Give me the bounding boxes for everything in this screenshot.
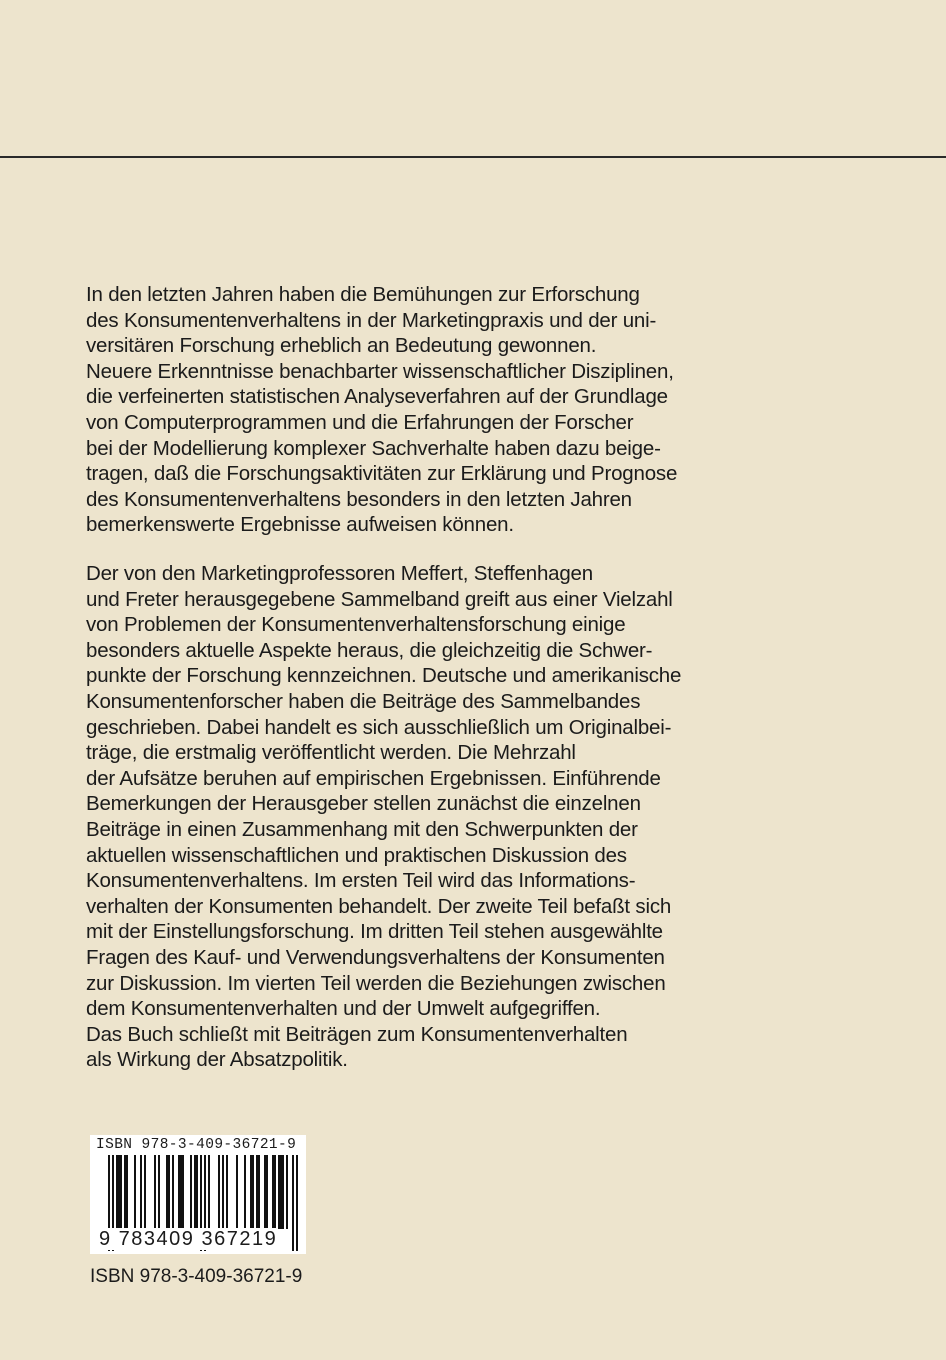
- barcode-bar: [116, 1155, 118, 1229]
- barcode-bar: [126, 1155, 128, 1229]
- isbn-number: ISBN 978-3-409-36721-9: [90, 1266, 303, 1287]
- text-line: geschrieben. Dabei handelt es sich ausschließlich um Originalbei-: [86, 715, 672, 739]
- barcode-bar: [158, 1155, 160, 1229]
- barcode-bar: [172, 1155, 174, 1229]
- barcode-bar: [278, 1155, 280, 1229]
- barcode-bar: [134, 1155, 136, 1229]
- text-line: Neuere Erkenntnisse benachbarter wissenschaftlicher Disziplinen,: [86, 359, 674, 383]
- barcode-bar: [154, 1155, 156, 1229]
- barcode-bar: [140, 1155, 142, 1229]
- text-line: träge, die erstmalig veröffentlicht werden. Die Mehrzahl: [86, 741, 576, 765]
- text-line: und Freter herausgegebene Sammelband greift aus einer Vielzahl: [86, 587, 673, 611]
- barcode-bar: [292, 1155, 294, 1251]
- text-line: als Wirkung der Absatzpolitik.: [86, 1048, 348, 1072]
- text-line: von Computerprogrammen und die Erfahrungen der Forscher: [86, 410, 634, 434]
- barcode-bar: [256, 1155, 258, 1229]
- barcode-bar: [266, 1155, 268, 1229]
- barcode-bar: [166, 1155, 168, 1229]
- text-line: dem Konsumentenverhalten und der Umwelt aufgegriffen.: [86, 997, 601, 1021]
- barcode-bar: [296, 1155, 298, 1251]
- barcode-bar: [120, 1155, 122, 1229]
- barcode-bar: [286, 1155, 288, 1229]
- description-paragraph-2: [86, 561, 726, 1073]
- text-line: des Konsumentenverhaltens in der Marketingpraxis und der uni-: [86, 308, 657, 332]
- text-line: von Problemen der Konsumentenverhaltensforschung einige: [86, 613, 626, 637]
- barcode-isbn-label: ISBN 978-3-409-36721-9: [96, 1137, 297, 1153]
- barcode-bar: [196, 1155, 198, 1229]
- text-line: In den letzten Jahren haben die Bemühungen zur Erforschung: [86, 283, 640, 306]
- description-paragraph-1: [86, 282, 726, 538]
- barcode-bar: [208, 1155, 210, 1229]
- text-line: Bemerkungen der Herausgeber stellen zunächst die einzelnen: [86, 792, 641, 816]
- text-line: tragen, daß die Forschungsaktivitäten zur Erklärung und Prognose: [86, 462, 678, 486]
- barcode-bar: [252, 1155, 254, 1229]
- text-line: Konsumentenforscher haben die Beiträge des Sammelbandes: [86, 689, 641, 713]
- top-divider-rule: [0, 156, 946, 158]
- text-line: Beiträge in einen Zusammenhang mit den Schwerpunkten der: [86, 817, 638, 841]
- barcode-bar: [180, 1155, 182, 1229]
- text-line: punkte der Forschung kennzeichnen. Deutsche und amerikanische: [86, 664, 682, 688]
- barcode-bar: [264, 1155, 266, 1229]
- text-line: versitären Forschung erheblich an Bedeutung gewonnen.: [86, 334, 597, 358]
- barcode-bar: [182, 1155, 184, 1229]
- barcode-bar: [178, 1155, 180, 1229]
- text-line: bemerkenswerte Ergebnisse aufweisen können.: [86, 513, 514, 537]
- barcode-bar: [274, 1155, 276, 1229]
- text-line: Konsumentenverhaltens. Im ersten Teil wird das Informations-: [86, 869, 636, 893]
- barcode-bar: [226, 1155, 228, 1229]
- barcode-digits: 9 783409 367219: [99, 1228, 278, 1250]
- barcode-bar: [168, 1155, 170, 1229]
- barcode-bar: [282, 1155, 284, 1229]
- isbn-barcode: [90, 1135, 306, 1254]
- barcode-bar: [118, 1155, 120, 1229]
- barcode-bar: [194, 1155, 196, 1229]
- barcode-bar: [124, 1155, 126, 1229]
- barcode-bar: [272, 1155, 274, 1229]
- text-line: aktuellen wissenschaftlichen und praktischen Diskussion des: [86, 843, 627, 867]
- text-line: mit der Einstellungsforschung. Im dritten Teil stehen ausgewählte: [86, 920, 663, 944]
- text-line: Das Buch schließt mit Beiträgen zum Konsumentenverhalten: [86, 1022, 628, 1046]
- barcode-bar: [244, 1155, 246, 1229]
- barcode-bar: [218, 1155, 220, 1229]
- barcode-bar: [258, 1155, 260, 1229]
- barcode-bar: [280, 1155, 282, 1229]
- text-line: bei der Modellierung komplexer Sachverhalte haben dazu beige-: [86, 436, 661, 460]
- text-line: Fragen des Kauf- und Verwendungsverhaltens der Konsumenten: [86, 945, 665, 969]
- text-line: zur Diskussion. Im vierten Teil werden die Beziehungen zwischen: [86, 971, 666, 995]
- barcode-bar: [222, 1155, 224, 1229]
- barcode-bar: [236, 1155, 238, 1229]
- text-line: Der von den Marketingprofessoren Meffert, Steffenhagen: [86, 562, 593, 585]
- text-line: der Aufsätze beruhen auf empirischen Ergebnissen. Einführende: [86, 766, 661, 790]
- text-line: die verfeinerten statistischen Analyseverfahren auf der Grundlage: [86, 385, 668, 409]
- barcode-bar: [144, 1155, 146, 1229]
- text-line: besonders aktuelle Aspekte heraus, die gleichzeitig die Schwer-: [86, 638, 653, 662]
- barcode-bar: [250, 1155, 252, 1229]
- barcode-bar: [190, 1155, 192, 1229]
- text-line: des Konsumentenverhaltens besonders in den letzten Jahren: [86, 487, 632, 511]
- text-line: verhalten der Konsumenten behandelt. Der zweite Teil befaßt sich: [86, 894, 672, 918]
